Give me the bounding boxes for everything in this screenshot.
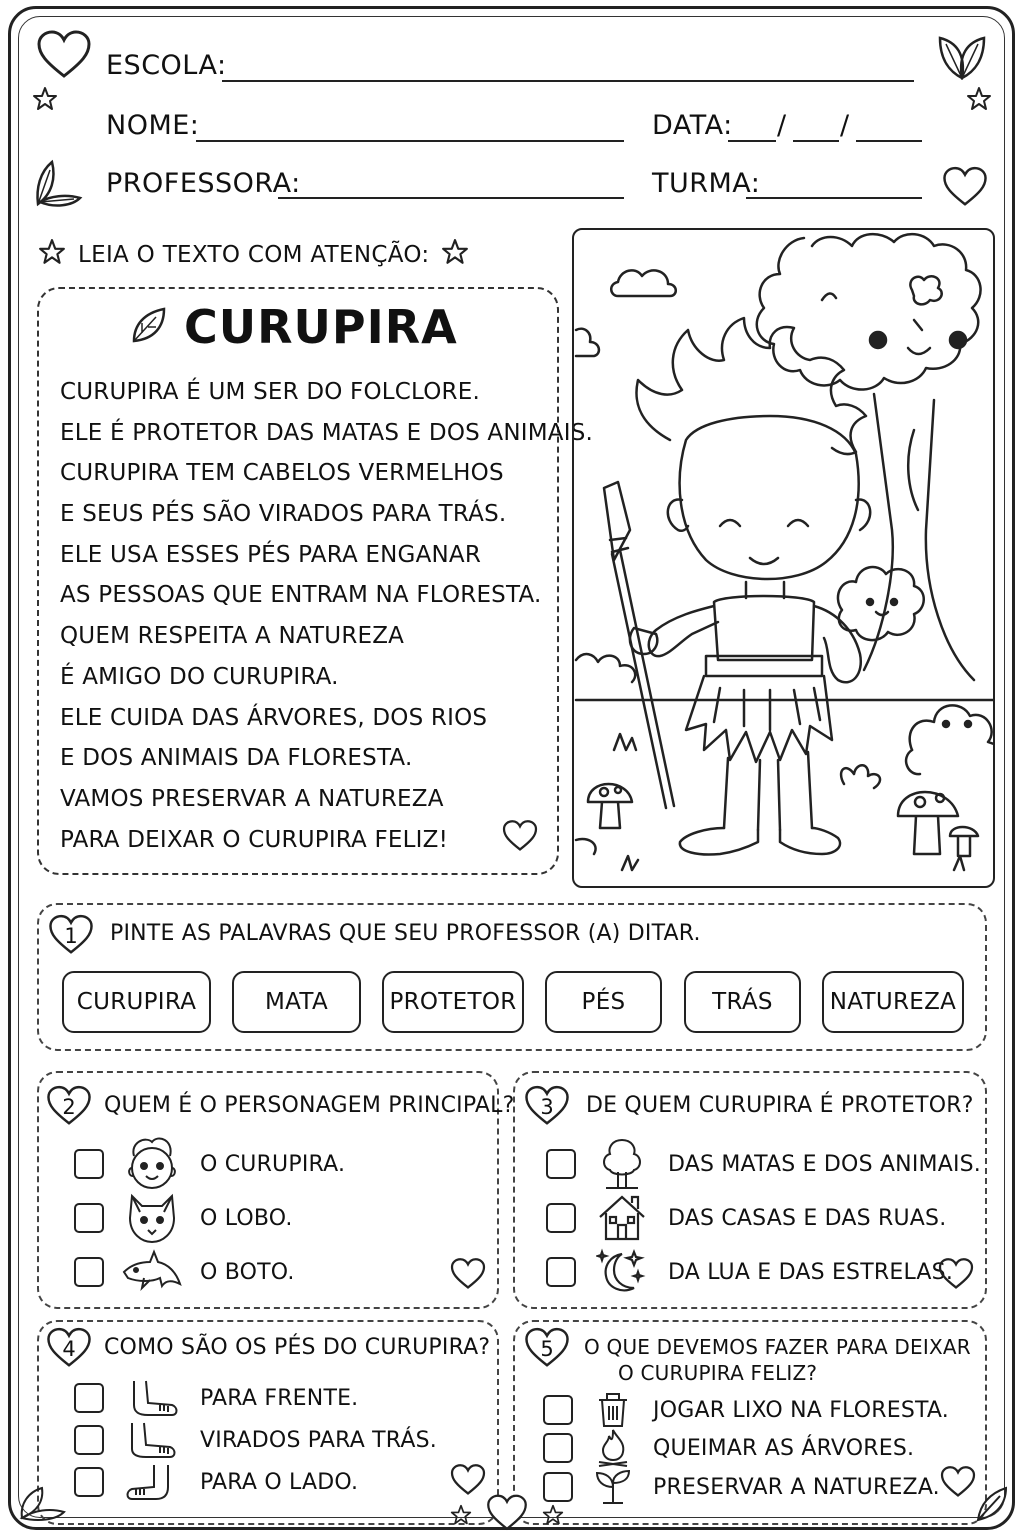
star-icon — [32, 86, 58, 112]
question-number-badge — [46, 1085, 92, 1127]
data-day-field[interactable] — [728, 140, 776, 142]
checkbox[interactable] — [543, 1433, 573, 1463]
heart-icon — [36, 30, 92, 80]
option-label: O CURUPIRA. — [200, 1151, 346, 1177]
star-icon — [542, 1504, 564, 1526]
checkbox[interactable] — [74, 1467, 104, 1497]
word-box-protetor[interactable]: PROTETOR — [382, 971, 524, 1033]
story-heading — [130, 300, 458, 354]
option-label: DA LUA E DAS ESTRELAS. — [668, 1259, 954, 1285]
heart-icon — [486, 1494, 528, 1532]
word-box-pes[interactable]: PÉS — [545, 971, 662, 1033]
option-row — [74, 1134, 345, 1194]
story-line: E DOS ANIMAIS DA FLORESTA. — [60, 745, 413, 772]
house-icon — [576, 1188, 668, 1248]
option-label: O BOTO. — [200, 1259, 295, 1285]
option-row — [546, 1188, 946, 1248]
data-year-field[interactable] — [856, 140, 922, 142]
tree-icon — [576, 1134, 668, 1194]
heart-icon — [938, 1258, 974, 1290]
option-label: PARA FRENTE. — [200, 1385, 359, 1411]
question-3-text: DE QUEM CURUPIRA É PROTETOR? — [586, 1093, 974, 1118]
question-number: 5 — [540, 1337, 554, 1361]
story-line: ELE USA ESSES PÉS PARA ENGANAR — [60, 541, 482, 568]
fire-icon — [573, 1428, 653, 1468]
moon-stars-icon — [576, 1242, 668, 1302]
checkbox[interactable] — [546, 1257, 576, 1287]
story-line: PARA DEIXAR O CURUPIRA FELIZ! — [60, 826, 449, 853]
word-box-natureza[interactable]: NATUREZA — [822, 971, 964, 1033]
question-4-text: COMO SÃO OS PÉS DO CURUPIRA? — [104, 1335, 491, 1360]
professora-label: PROFESSORA: — [106, 168, 301, 199]
boy-face-icon — [104, 1134, 200, 1194]
option-label: JOGAR LIXO NA FLORESTA. — [653, 1397, 949, 1423]
story-text — [60, 372, 593, 860]
foot-side-icon — [104, 1460, 200, 1504]
star-icon — [441, 238, 469, 272]
question-5-text-line1: O QUE DEVEMOS FAZER PARA DEIXAR — [584, 1335, 971, 1359]
word-box-tras[interactable]: TRÁS — [684, 971, 801, 1033]
option-row — [543, 1467, 940, 1507]
nome-field[interactable] — [196, 140, 624, 142]
option-row — [546, 1242, 953, 1302]
story-line: CURUPIRA TEM CABELOS VERMELHOS — [60, 460, 504, 487]
story-line: ELE CUIDA DAS ÁRVORES, DOS RIOS — [60, 704, 488, 731]
checkbox[interactable] — [543, 1472, 573, 1502]
question-number: 4 — [62, 1337, 76, 1361]
sprout-icon — [573, 1467, 653, 1507]
question-number-badge — [524, 1327, 570, 1369]
cloud-icon — [611, 270, 676, 296]
option-label: DAS CASAS E DAS RUAS. — [668, 1205, 947, 1231]
option-label: QUEIMAR AS ÁRVORES. — [653, 1435, 915, 1461]
question-number-badge — [46, 1327, 92, 1369]
heart-icon — [502, 820, 538, 852]
star-icon — [38, 238, 66, 272]
word-box-curupira[interactable]: CURUPIRA — [62, 971, 211, 1033]
leaf-icon — [130, 305, 170, 349]
question-number: 3 — [540, 1095, 554, 1119]
question-2-text: QUEM É O PERSONAGEM PRINCIPAL? — [104, 1093, 515, 1118]
heart-icon — [942, 166, 988, 208]
checkbox[interactable] — [74, 1257, 104, 1287]
question-5-text-line2: O CURUPIRA FELIZ? — [618, 1361, 818, 1385]
escola-field[interactable] — [222, 80, 914, 82]
option-row — [74, 1376, 358, 1420]
mushroom-icon — [588, 784, 632, 828]
story-title: CURUPIRA — [184, 300, 458, 354]
checkbox[interactable] — [543, 1395, 573, 1425]
checkbox[interactable] — [74, 1425, 104, 1455]
option-label: PRESERVAR A NATUREZA. — [653, 1474, 940, 1500]
option-label: O LOBO. — [200, 1205, 293, 1231]
professora-field[interactable] — [278, 197, 624, 199]
option-label: VIRADOS PARA TRÁS. — [200, 1427, 437, 1453]
leaf-icon — [30, 148, 86, 208]
foot-backward-icon — [104, 1418, 200, 1462]
word-box-mata[interactable]: MATA — [232, 971, 361, 1033]
checkbox[interactable] — [546, 1149, 576, 1179]
wolf-face-icon — [104, 1188, 200, 1248]
story-line: VAMOS PRESERVAR A NATUREZA — [60, 785, 444, 812]
heart-icon — [450, 1464, 486, 1496]
leaf-icon — [934, 32, 990, 82]
option-row — [74, 1460, 358, 1504]
leaf-icon — [972, 1480, 1012, 1524]
question-number-badge — [48, 914, 94, 956]
option-label: PARA O LADO. — [200, 1469, 359, 1495]
foot-forward-icon — [104, 1376, 200, 1420]
option-row — [74, 1188, 293, 1248]
dolphin-icon — [104, 1242, 200, 1302]
read-instruction — [38, 238, 469, 272]
data-separator: / — [777, 110, 787, 141]
story-line: CURUPIRA É UM SER DO FOLCLORE. — [60, 379, 480, 405]
story-line: AS PESSOAS QUE ENTRAM NA FLORESTA. — [60, 582, 542, 609]
star-icon — [450, 1504, 472, 1526]
story-line: QUEM RESPEITA A NATUREZA — [60, 623, 405, 650]
question-number-badge — [524, 1085, 570, 1127]
checkbox[interactable] — [74, 1203, 104, 1233]
story-line: É AMIGO DO CURUPIRA. — [60, 663, 339, 690]
option-row — [546, 1134, 981, 1194]
tree-icon — [757, 234, 981, 389]
turma-label: TURMA: — [652, 168, 761, 199]
option-row — [74, 1418, 437, 1462]
trash-can-icon — [573, 1390, 653, 1430]
escola-label: ESCOLA: — [106, 50, 227, 81]
option-label: DAS MATAS E DOS ANIMAIS. — [668, 1151, 982, 1177]
checkbox[interactable] — [74, 1383, 104, 1413]
checkbox[interactable] — [74, 1149, 104, 1179]
story-line: ELE É PROTETOR DAS MATAS E DOS ANIMAIS. — [60, 419, 594, 446]
checkbox[interactable] — [546, 1203, 576, 1233]
turma-field[interactable] — [746, 197, 922, 199]
option-row — [74, 1242, 295, 1302]
data-month-field[interactable] — [793, 140, 839, 142]
question-1-text: PINTE AS PALAVRAS QUE SEU PROFESSOR (A) DITAR. — [110, 921, 701, 946]
data-label: DATA: — [652, 110, 733, 141]
option-row — [543, 1428, 914, 1468]
data-separator: / — [840, 110, 850, 141]
curupira-illustration — [572, 228, 995, 888]
leaf-icon — [16, 1478, 68, 1522]
heart-icon — [450, 1258, 486, 1290]
question-number: 1 — [64, 924, 78, 948]
heart-icon — [940, 1466, 976, 1498]
story-line: E SEUS PÉS SÃO VIRADOS PARA TRÁS. — [60, 501, 507, 528]
star-icon — [966, 86, 992, 112]
option-row — [543, 1390, 949, 1430]
question-number: 2 — [62, 1095, 76, 1119]
nome-label: NOME: — [106, 110, 200, 141]
instruction-text: LEIA O TEXTO COM ATENÇÃO: — [78, 242, 430, 268]
